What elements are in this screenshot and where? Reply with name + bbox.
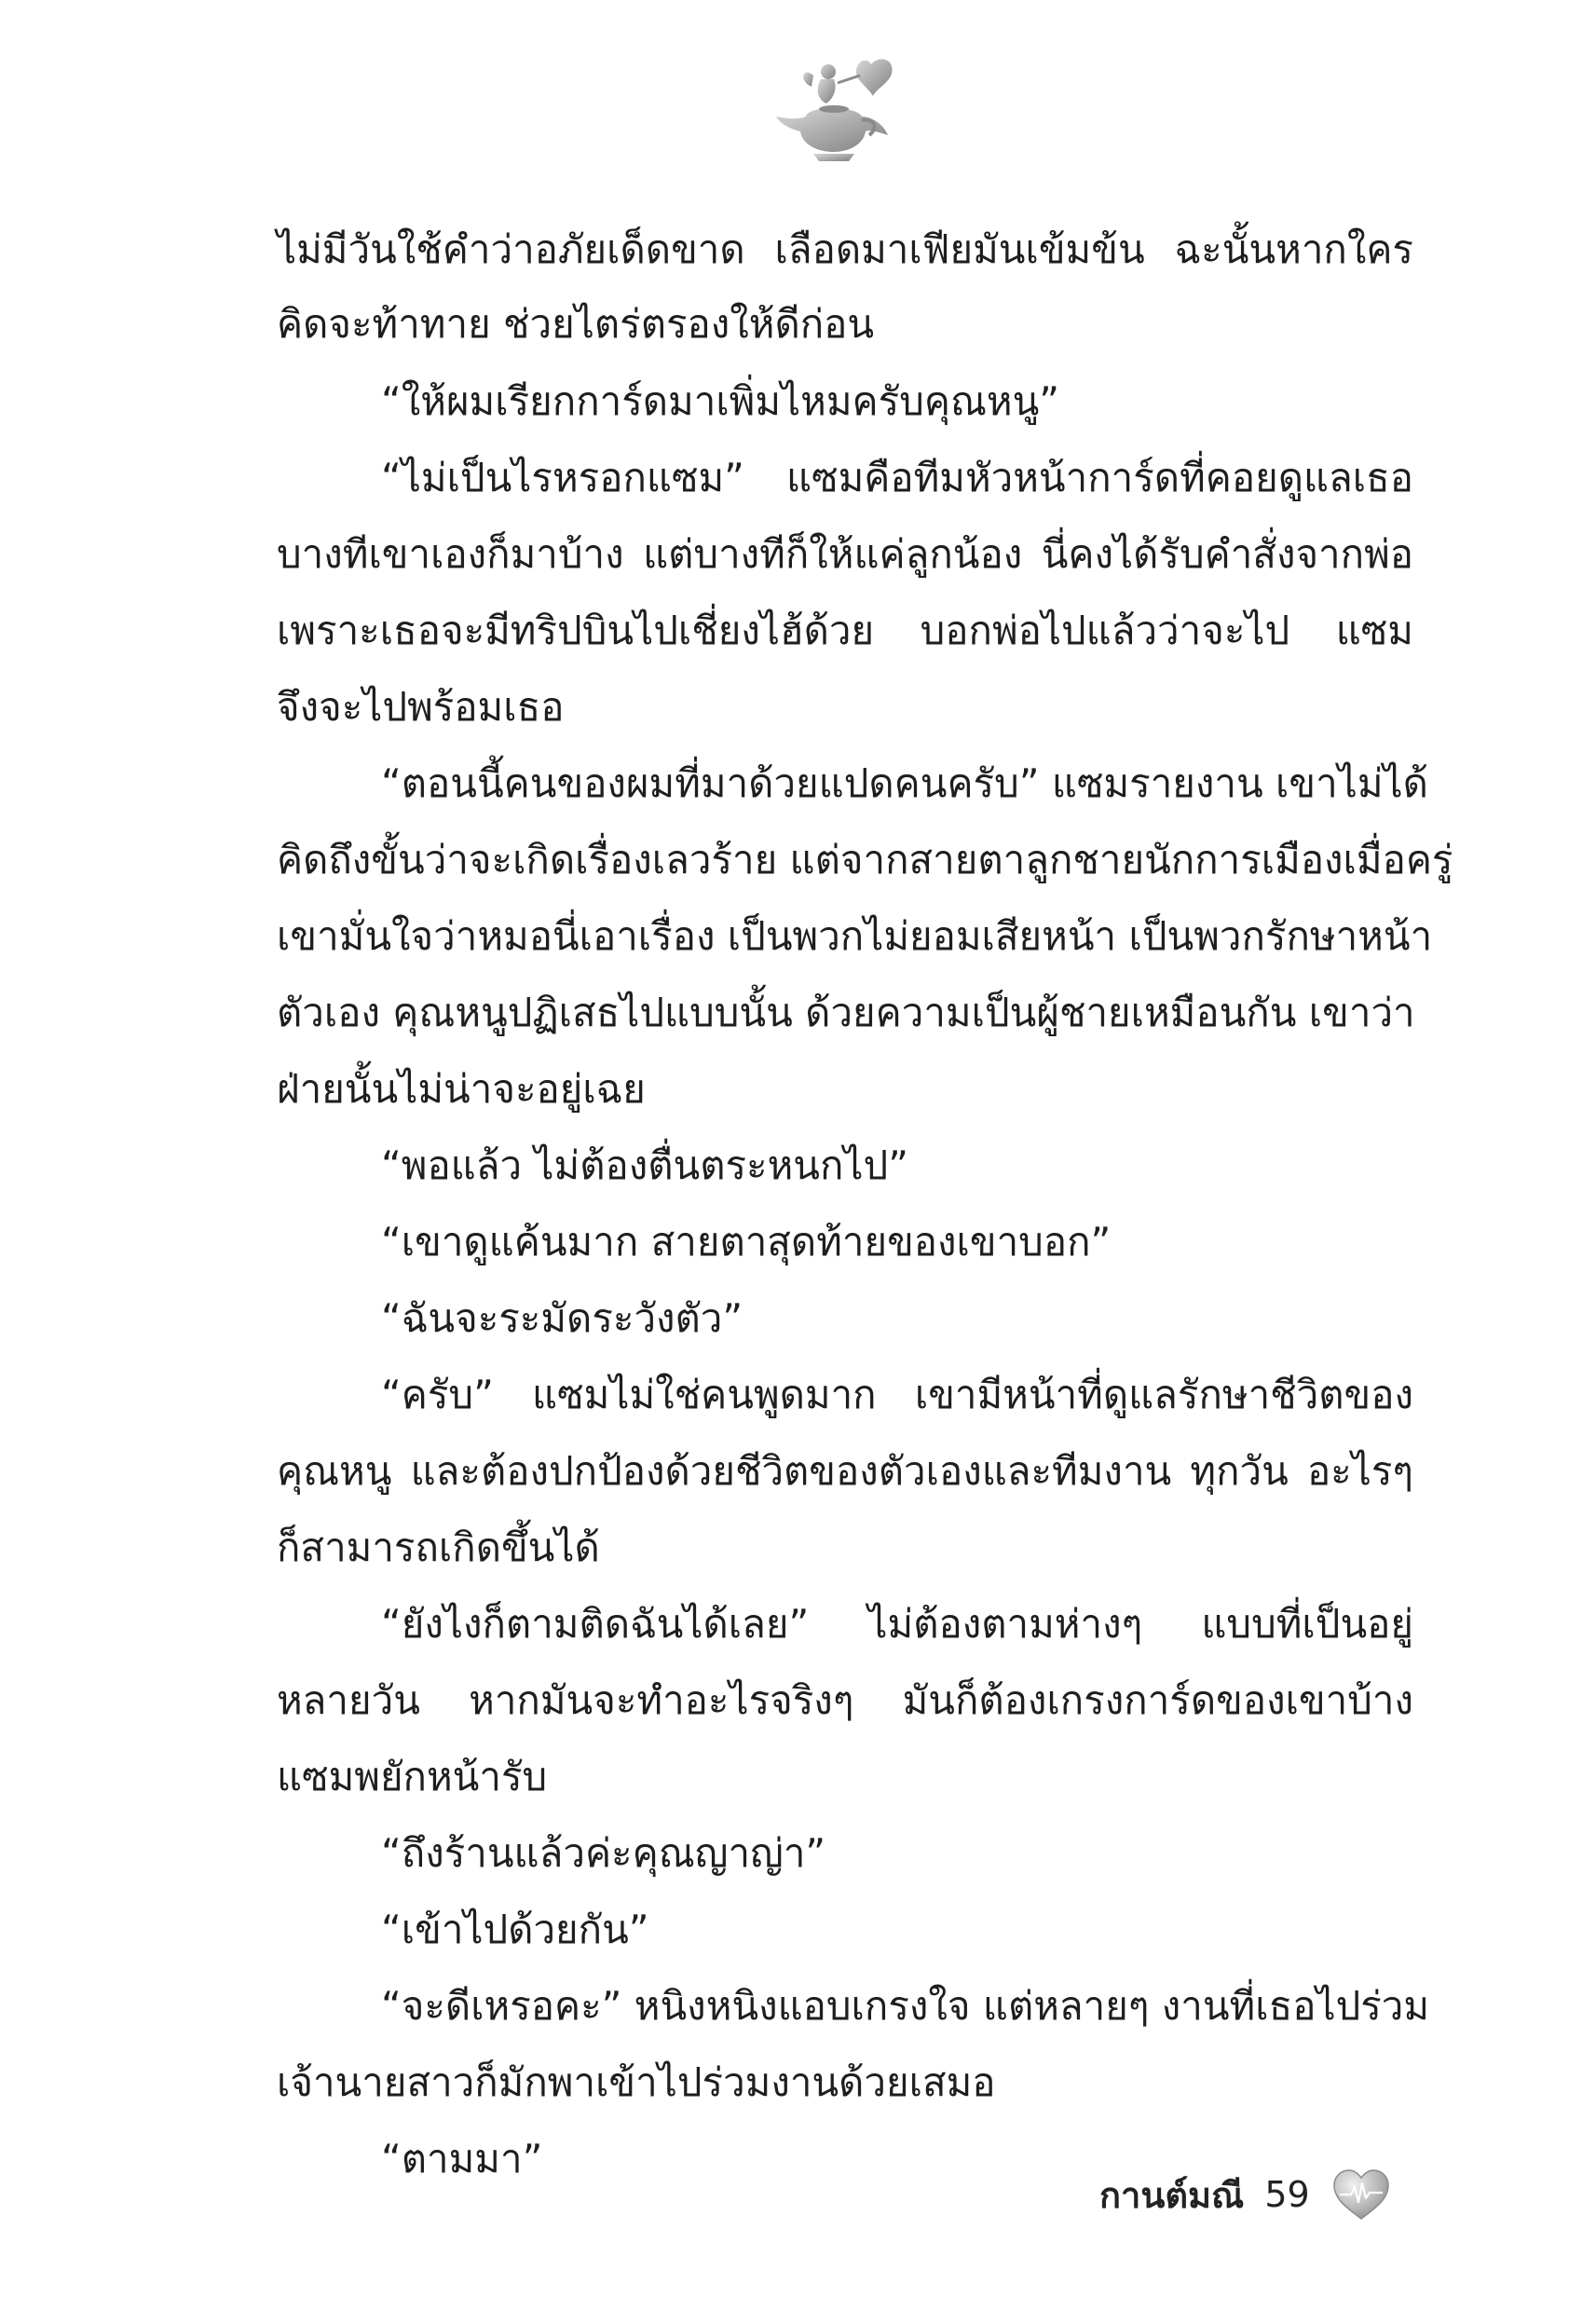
dialogue-line: “พอแล้ว ไม่ต้องตื่นตระหนกไป”	[381, 1142, 908, 1188]
paragraph-line: “จะดีเหรอคะ” หนิงหนิงแอบเกรงใจ แต่หลายๆ งานที่เธอไปร่วม	[381, 1983, 1430, 2029]
dialogue-line: “เข้าไปด้วยกัน”	[381, 1907, 649, 1952]
paragraph-line: ตัวเอง คุณหนูปฏิเสธไปแบบนั้น ด้วยความเป็นผู้ชายเหมือนกัน เขาว่า	[277, 990, 1415, 1035]
dialogue-line: “เขาดูแค้นมาก สายตาสุดท้ายของเขาบอก”	[381, 1219, 1112, 1265]
paragraph-line: เพราะเธอจะมีทริปบินไปเชี่ยงไฮ้ด้วย บอกพ่อไปแล้วว่าจะไป แซม	[277, 608, 1413, 653]
paragraph-line: ไม่มีวันใช้คำว่าอภัยเด็ดขาด เลือดมาเฟียมันเข้มข้น ฉะนั้นหากใคร	[277, 226, 1413, 272]
paragraph-line: คุณหนู และต้องปกป้องด้วยชีวิตของตัวเองและทีมงาน ทุกวัน อะไรๆ	[277, 1448, 1413, 1494]
dialogue-line: “ตามมา”	[381, 2136, 543, 2181]
page-footer	[1099, 2157, 1392, 2232]
book-title: กานต์มณี	[1099, 2174, 1245, 2216]
paragraph-line: บางทีเขาเองก็มาบ้าง แต่บางทีก็ให้แค่ลูกน้อง นี่คงได้รับคำสั่งจากพ่อ	[277, 531, 1413, 577]
paragraph-line: คิดจะท้าทาย ช่วยไตร่ตรองให้ดีก่อน	[277, 301, 875, 347]
heartbeat-heart-icon	[1330, 2167, 1392, 2222]
paragraph-line: “ตอนนี้คนของผมที่มาด้วยแปดคนครับ” แซมรายงาน เขาไม่ได้	[381, 760, 1428, 806]
paragraph-line: “ยังไงก็ตามติดฉันได้เลย” ไม่ต้องตามห่างๆ แบบที่เป็นอยู่	[381, 1601, 1413, 1647]
paragraph-line: หลายวัน หากมันจะทำอะไรจริงๆ มันก็ต้องเกรงการ์ดของเขาบ้าง	[277, 1677, 1413, 1723]
paragraph-line: ฝ่ายนั้นไม่น่าจะอยู่เฉย	[277, 1066, 646, 1112]
cupid-teapot-ornament-icon	[759, 51, 908, 168]
dialogue-line: “ถึงร้านแล้วค่ะคุณญาญ่า”	[381, 1830, 826, 1876]
paragraph-line: “ไม่เป็นไรหรอกแซม” แซมคือทีมหัวหน้าการ์ดที่คอยดูแลเธอ	[381, 455, 1413, 500]
dialogue-line: “ให้ผมเรียกการ์ดมาเพิ่มไหมครับคุณหนู”	[381, 378, 1060, 424]
paragraph-line: แซมพยักหน้ารับ	[277, 1754, 548, 1799]
paragraph-line: เจ้านายสาวก็มักพาเข้าไปร่วมงานด้วยเสมอ	[277, 2059, 996, 2105]
paragraph-line: เขามั่นใจว่าหมอนี่เอาเรื่อง เป็นพวกไม่ยอมเสียหน้า เป็นพวกรักษาหน้า	[277, 913, 1433, 959]
paragraph-line: จึงจะไปพร้อมเธอ	[277, 684, 565, 730]
dialogue-line: “ฉันจะระมัดระวังตัว”	[381, 1295, 743, 1341]
paragraph-line: “ครับ” แซมไม่ใช่คนพูดมาก เขามีหน้าที่ดูแลรักษาชีวิตของ	[381, 1372, 1413, 1417]
paragraph-line: ก็สามารถเกิดขึ้นได้	[277, 1525, 600, 1570]
page-number: 59	[1264, 2174, 1310, 2215]
paragraph-line: คิดถึงขั้นว่าจะเกิดเรื่องเลวร้าย แต่จากสายตาลูกชายนักการเมืองเมื่อครู่	[277, 837, 1453, 882]
